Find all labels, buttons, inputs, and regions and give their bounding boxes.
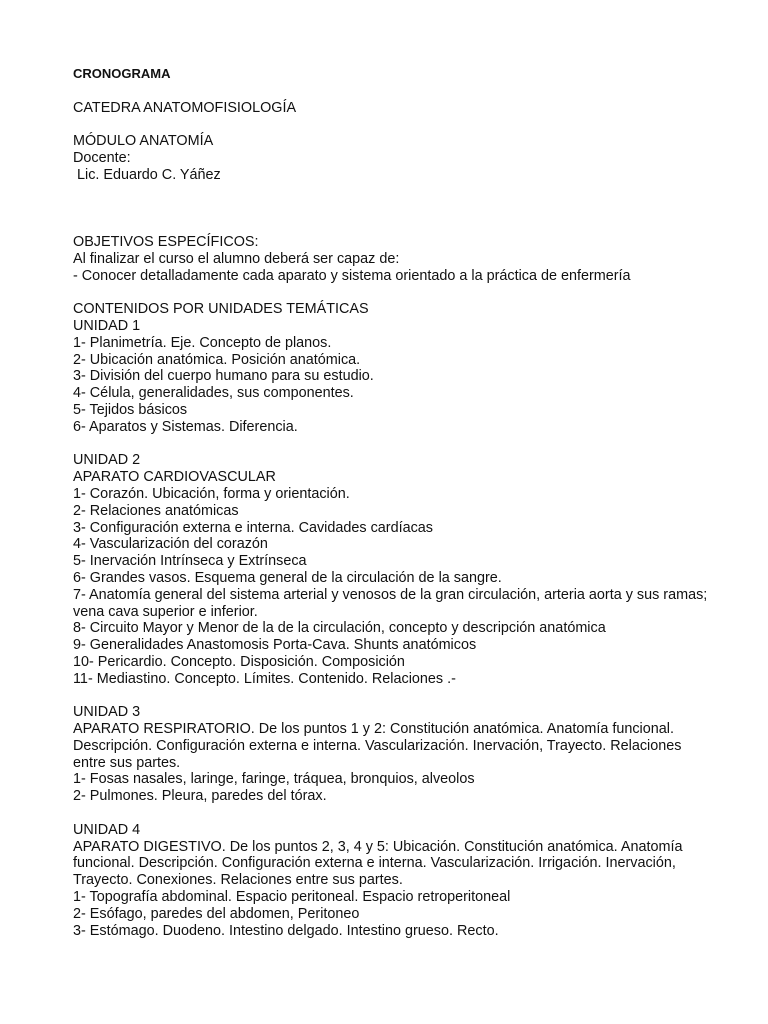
docente-label: Docente: bbox=[73, 149, 131, 166]
list-item: 2- Ubicación anatómica. Posición anatómica. bbox=[73, 351, 361, 368]
unidad-4-description: APARATO DIGESTIVO. De los puntos 2, 3, 4 y 5: Ubicación. Constitución anatómica. Anatomía funcional. Descripción. Configuración externa e interna. Vascularización. Irrigación. Inervación, Trayecto. Conexiones. Relaciones entre sus partes. bbox=[73, 838, 683, 889]
unidad-1-list bbox=[73, 335, 713, 436]
spacer bbox=[73, 116, 713, 133]
spacer bbox=[73, 436, 713, 453]
list-item: 1- Corazón. Ubicación, forma y orientación. bbox=[73, 485, 350, 502]
contenidos-heading: CONTENIDOS POR UNIDADES TEMÁTICAS bbox=[73, 301, 369, 318]
list-item: 1- Fosas nasales, laringe, faringe, tráquea, bronquios, alveolos bbox=[73, 771, 475, 788]
unidad-2-list bbox=[73, 486, 713, 688]
modulo-name: MÓDULO ANATOMÍA bbox=[73, 133, 214, 150]
list-item: 1- Topografía abdominal. Espacio peritoneal. Espacio retroperitoneal bbox=[73, 889, 511, 906]
list-item: 10- Pericardio. Concepto. Disposición. Composición bbox=[73, 653, 405, 670]
list-item: 6- Grandes vasos. Esquema general de la circulación de la sangre. bbox=[73, 569, 502, 586]
document-title: CRONOGRAMA bbox=[73, 66, 171, 81]
list-item: 2- Esófago, paredes del abdomen, Peritoneo bbox=[73, 905, 360, 922]
unidad-1-title: UNIDAD 1 bbox=[73, 317, 141, 334]
spacer bbox=[73, 184, 713, 234]
unidad-3-title: UNIDAD 3 bbox=[73, 704, 141, 721]
spacer bbox=[73, 805, 713, 822]
list-item: 7- Anatomía general del sistema arterial y venosos de la gran circulación, arteria aorta y sus ramas; vena cava superior e inferior. bbox=[73, 586, 708, 620]
list-item: 4- Célula, generalidades, sus componentes. bbox=[73, 385, 354, 402]
spacer bbox=[73, 687, 713, 704]
list-item: 5- Tejidos básicos bbox=[73, 401, 188, 418]
list-item: 8- Circuito Mayor y Menor de la de la circulación, concepto y descripción anatómica bbox=[73, 620, 606, 637]
list-item: 11- Mediastino. Concepto. Límites. Contenido. Relaciones .- bbox=[73, 670, 456, 687]
unidad-3-description: APARATO RESPIRATORIO. De los puntos 1 y 2: Constitución anatómica. Anatomía funcional. Descripción. Configuración externa e interna. Vascularización. Inervación, Trayecto. Relaciones entre sus partes. bbox=[73, 721, 682, 771]
list-item: 3- Estómago. Duodeno. Intestino delgado. Intestino grueso. Recto. bbox=[73, 922, 499, 939]
spacer bbox=[73, 83, 713, 100]
catedra-name: CATEDRA ANATOMOFISIOLOGÍA bbox=[73, 99, 297, 116]
document-page bbox=[73, 66, 713, 939]
unidad-2-subtitle: APARATO CARDIOVASCULAR bbox=[73, 469, 276, 486]
list-item: 3- Configuración externa e interna. Cavidades cardíacas bbox=[73, 519, 433, 536]
objetivos-item: - Conocer detalladamente cada aparato y sistema orientado a la práctica de enfermería bbox=[73, 267, 631, 284]
list-item: 1- Planimetría. Eje. Concepto de planos. bbox=[73, 334, 332, 351]
list-item: 9- Generalidades Anastomosis Porta-Cava. Shunts anatómicos bbox=[73, 637, 477, 654]
unidad-3-list bbox=[73, 771, 713, 805]
docente-name: Lic. Eduardo C. Yáñez bbox=[77, 166, 221, 183]
spacer bbox=[73, 284, 713, 301]
objetivos-heading: OBJETIVOS ESPECÍFICOS: bbox=[73, 233, 259, 250]
list-item: 5- Inervación Intrínseca y Extrínseca bbox=[73, 553, 307, 570]
list-item: 2- Relaciones anatómicas bbox=[73, 502, 239, 519]
list-item: 6- Aparatos y Sistemas. Diferencia. bbox=[73, 418, 298, 435]
list-item: 3- División del cuerpo humano para su estudio. bbox=[73, 368, 374, 385]
list-item: 2- Pulmones. Pleura, paredes del tórax. bbox=[73, 788, 327, 805]
list-item: 4- Vascularización del corazón bbox=[73, 536, 268, 553]
unidad-4-title: UNIDAD 4 bbox=[73, 821, 141, 838]
unidad-4-list bbox=[73, 889, 713, 939]
objetivos-intro: Al finalizar el curso el alumno deberá ser capaz de: bbox=[73, 250, 400, 267]
unidad-2-title: UNIDAD 2 bbox=[73, 452, 141, 469]
